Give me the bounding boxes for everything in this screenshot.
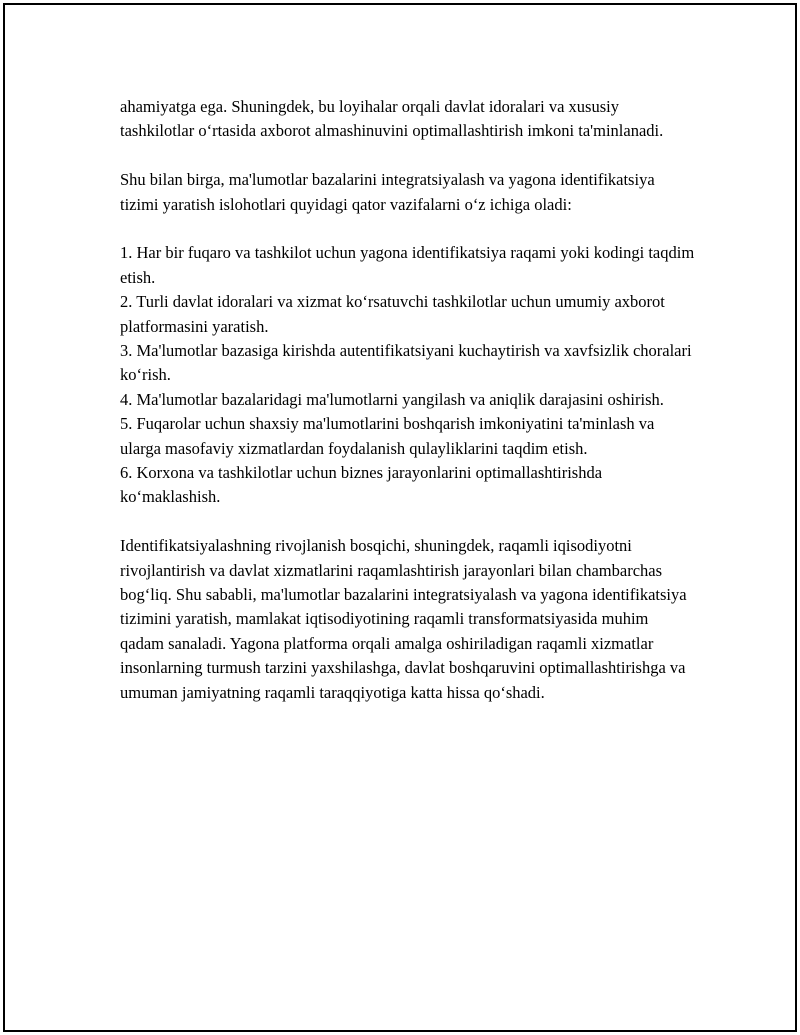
- lead-paragraph: Shu bilan birga, ma'lumotlar bazalarini integratsiyalash va yagona identifikatsiya tizimi yaratish islohotlari quyidagi qator vazifalarni oʻz ichiga oladi:: [120, 170, 655, 214]
- task-item: 1. Har bir fuqaro va tashkilot uchun yagona identifikatsiya raqami yoki kodingi taqdim etish.: [120, 243, 695, 287]
- conclusion-paragraph: Identifikatsiyalashning rivojlanish bosqichi, shuningdek, raqamli iqisodiyotni rivojlantirish va davlat xizmatlarini raqamlashtirish jarayonlari bilan chambarchas bogʻliq. Shu sababli, ma'lumotlar bazalarini integratsiyalash va yagona identifikatsiya tizimini yaratish, mamlakat iqtisodiyotining raqamli transformatsiyasida muhim qadam sanaladi. Yagona platforma orqali amalga oshiriladigan raqamli xizmatlar insonlarning turmush tarzini yaxshilashga, davlat boshqaruvini optimallashtirishga va umuman jamiyatning raqamli taraqqiyotiga katta hissa qoʻshadi.: [120, 536, 687, 702]
- task-item: 4. Ma'lumotlar bazalaridagi ma'lumotlarni yangilash va aniqlik darajasini oshirish.: [120, 389, 664, 409]
- task-item: 3. Ma'lumotlar bazasiga kirishda autentifikatsiyani kuchaytirish va xavfsizlik choralari koʻrish.: [120, 341, 692, 385]
- document-page: [3, 3, 797, 1032]
- task-item: 6. Korxona va tashkilotlar uchun biznes jarayonlarini optimallashtirishda koʻmaklashish.: [120, 463, 603, 507]
- task-item: 2. Turli davlat idoralari va xizmat koʻrsatuvchi tashkilotlar uchun umumiy axborot platformasini yaratish.: [120, 292, 665, 336]
- task-list: [120, 241, 695, 509]
- intro-paragraph: ahamiyatga ega. Shuningdek, bu loyihalar orqali davlat idoralari va xususiy tashkilotlar oʻrtasida axborot almashinuvini optimallashtirish imkoni ta'minlanadi.: [120, 97, 664, 141]
- task-item: 5. Fuqarolar uchun shaxsiy ma'lumotlarini boshqarish imkoniyatini ta'minlash va ularga masofaviy xizmatlardan foydalanish qulayliklarini taqdim etish.: [120, 414, 655, 458]
- document-body: [120, 95, 695, 730]
